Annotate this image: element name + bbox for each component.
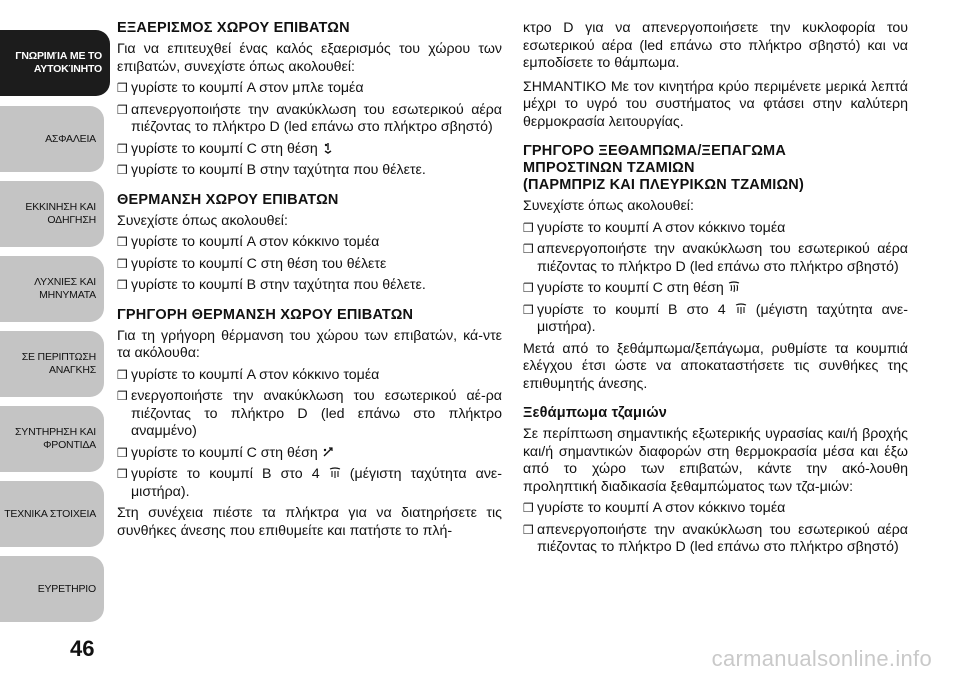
list-item: ❒ γυρίστε το κουμπί B στο 4 (μέγιστη ταχύτητα ανε-μιστήρα). — [523, 301, 908, 335]
paragraph: κτρο D για να απενεργοποιήσετε την κυκλοφορία του εσωτερικού αέρα (led επάνω στο πλήκτρο σβηστό) και να εμποδίσετε το θάμπωμα. — [523, 20, 908, 71]
tab-label: ΕΚΚΙΝΗΣΗ ΚΑΙ — [25, 201, 96, 213]
windshield-feet-icon — [322, 446, 334, 458]
paragraph: Συνεχίστε όπως ακολουθεί: — [523, 198, 694, 214]
important-note: ΣΗΜΑΝΤΙΚΟ Με τον κινητήρα κρύο περιμένετε μερικά λεπτά μέχρι το υγρό του συστήματος να φτάσει στην καλύτερη θερμοκρασία λειτουργίας. — [523, 78, 908, 130]
bullet-icon: ❒ — [117, 81, 128, 95]
bullet-icon: ❒ — [523, 501, 534, 515]
tab-safety[interactable] — [0, 106, 104, 172]
feet-vent-icon — [322, 142, 334, 154]
tab-index[interactable] — [0, 556, 104, 622]
list-item: ❒ γυρίστε το κουμπί B στην ταχύτητα που θέλετε. — [117, 277, 426, 293]
tab-warning-lights[interactable] — [0, 256, 104, 322]
tab-label: ΑΥΤΟΚΊΝΗΤΟ — [33, 63, 102, 75]
list-item: ❒ γυρίστε το κουμπί A στον κόκκινο τομέα — [523, 500, 786, 516]
tab-label: ΣΕ ΠΕΡΙΠΤΩΣΗ — [21, 351, 96, 363]
paragraph: Για τη γρήγορη θέρμανση του χώρου των επιβατών, κά-ντε τα ακόλουθα: — [117, 327, 502, 361]
list-item: ❒ απενεργοποιήστε την ανακύκλωση του εσωτερικού αέρα πιέζοντας το πλήκτρο D (led επάνω στο πλήκτρο σβηστό) — [117, 101, 502, 135]
list-item: ❒ γυρίστε το κουμπί A στον μπλε τομέα — [117, 80, 364, 96]
watermark: carmanualsonline.info — [711, 646, 932, 671]
list-item: ❒ γυρίστε το κουμπί C στη θέση — [117, 141, 502, 159]
list-item: ❒ γυρίστε το κουμπί B στο 4 (μέγιστη ταχύτητα ανε-μιστήρα). — [117, 466, 502, 500]
list-item: ❒ γυρίστε το κουμπί C στη θέση — [523, 280, 908, 298]
list-item: ❒ ενεργοποιήστε την ανακύκλωση του εσωτερικού αέ-ρα πιέζοντας το πλήκτρο D (led επάνω στο πλήκτρο αναμμένο) — [117, 388, 502, 439]
section-title-window-demist: Ξεθάμπωμα τζαμιών — [523, 405, 668, 421]
paragraph: Για να επιτευχθεί ένας καλός εξαερισμός του χώρου των επιβατών, συνεχίστε όπως ακολουθεί: — [117, 41, 502, 75]
bullet-icon: ❒ — [117, 467, 128, 481]
list-item: ❒ γυρίστε το κουμπί A στον κόκκινο τομέα — [117, 366, 380, 383]
section-title-ventilation: ΕΞΑΕΡΙΣΜΟΣ ΧΩΡΟΥ ΕΠΙΒΑΤΩΝ — [117, 20, 350, 36]
tab-label: ΤΕΧΝΙΚΑ ΣΤΟΙΧΕΙΑ — [4, 507, 96, 520]
tab-label: ΦΡΟΝΤΙΔΑ — [43, 439, 96, 451]
tab-label: ΕΥΡΕΤΗΡΙΟ — [37, 582, 96, 595]
bullet-icon: ❒ — [523, 242, 534, 256]
tab-label: ΓΝΩΡΙΜΊΑ ΜΕ ΤΟ — [15, 50, 102, 62]
list-item: ❒ γυρίστε το κουμπί C στη θέση — [117, 445, 502, 463]
tab-maintenance[interactable] — [0, 406, 104, 472]
section-title-fast-heating: ΓΡΗΓΟΡΗ ΘΕΡΜΑΝΣΗ ΧΩΡΟΥ ΕΠΙΒΑΤΩΝ — [117, 306, 414, 323]
fan-max-icon — [329, 467, 341, 479]
tab-technical-data[interactable] — [0, 481, 104, 547]
bullet-icon: ❒ — [117, 256, 128, 271]
bullet-icon: ❒ — [117, 445, 128, 460]
fan-max-icon — [735, 303, 747, 315]
bullet-icon: ❒ — [117, 367, 128, 382]
paragraph: Μετά από το ξεθάμπωμα/ξεπάγωμα, ρυθμίστε τα κουμπιά ελέγχου έτσι ώστε να αποκαταστήσετε τις συνθήκες της επιθυμητής άνεσης. — [523, 340, 908, 392]
list-item: ❒ γυρίστε το κουμπί A στον κόκκινο τομέα — [117, 234, 380, 250]
list-item: ❒ απενεργοποιήστε την ανακύκλωση του εσωτερικού αέρα πιέζοντας το πλήκτρο D (led επάνω στο πλήκτρο σβηστό) — [523, 521, 908, 555]
tab-label: ΑΝΑΓΚΗΣ — [48, 364, 96, 376]
tab-label: ΑΣΦΑΛΕΙΑ — [45, 132, 96, 145]
list-item: ❒ γυρίστε το κουμπί A στον κόκκινο τομέα — [523, 219, 786, 236]
tab-starting-driving[interactable] — [0, 181, 104, 247]
bullet-icon: ❒ — [117, 389, 128, 403]
bullet-icon: ❒ — [523, 220, 534, 235]
tab-label: ΛΥΧΝΙΕΣ ΚΑΙ — [34, 276, 96, 288]
bullet-icon: ❒ — [117, 163, 128, 177]
windshield-defrost-icon — [728, 281, 740, 293]
section-title-heating: ΘΕΡΜΑΝΣΗ ΧΩΡΟΥ ΕΠΙΒΑΤΩΝ — [117, 191, 339, 208]
list-item: ❒ γυρίστε το κουμπί C στη θέση του θέλετε — [117, 255, 387, 272]
left-column — [117, 20, 502, 544]
bullet-icon: ❒ — [117, 235, 128, 249]
tab-label: ΟΔΗΓΗΣΗ — [47, 214, 96, 226]
chapter-sidebar — [0, 0, 110, 677]
list-item: ❒ απενεργοποιήστε την ανακύκλωση του εσωτερικού αέρα πιέζοντας το πλήκτρο D (led επάνω στο πλήκτρο σβηστό) — [523, 241, 908, 275]
bullet-icon: ❒ — [117, 278, 128, 292]
tab-label: ΣΥΝΤΗΡΗΣΗ ΚΑΙ — [15, 426, 96, 438]
list-item: ❒ γυρίστε το κουμπί B στην ταχύτητα που θέλετε. — [117, 162, 426, 178]
tab-emergency[interactable] — [0, 331, 104, 397]
bullet-icon: ❒ — [523, 522, 534, 537]
right-column — [523, 20, 908, 561]
page-number: 46 — [70, 636, 95, 661]
tab-getting-to-know[interactable] — [0, 30, 110, 96]
bullet-icon: ❒ — [523, 281, 534, 295]
bullet-icon: ❒ — [117, 102, 128, 117]
paragraph: Στη συνέχεια πιέστε τα πλήκτρα για να διατηρήσετε τις συνθήκες άνεσης που επιθυμείτε και πατήστε το πλή- — [117, 505, 502, 539]
paragraph: Συνεχίστε όπως ακολουθεί: — [117, 212, 288, 229]
paragraph: Σε περίπτωση σημαντικής εξωτερικής υγρασίας και/ή βροχής και/ή σημαντικών διαφορών στη θερμοκρασία μέσα και έξω από το χώρο των επιβατών, κάντε την ακό-λουθη προληπτική διαδικασία ξεθαμπώματος των τζα-μιών: — [523, 426, 908, 495]
tab-label: ΜΗΝΥΜΑΤΑ — [39, 289, 96, 301]
section-title-fast-defrost: ΓΡΗΓΟΡΟ ΞΕΘΑΜΠΩΜΑ/ΞΕΠΑΓΩΜΑ ΜΠΡΟΣΤΙΝΩΝ ΤΖΑΜΙΩΝ (ΠΑΡΜΠΡΙΖ ΚΑΙ ΠΛΕΥΡΙΚΩΝ ΤΖΑΜΙΩΝ) — [523, 143, 804, 193]
bullet-icon: ❒ — [117, 141, 128, 156]
bullet-icon: ❒ — [523, 302, 534, 317]
